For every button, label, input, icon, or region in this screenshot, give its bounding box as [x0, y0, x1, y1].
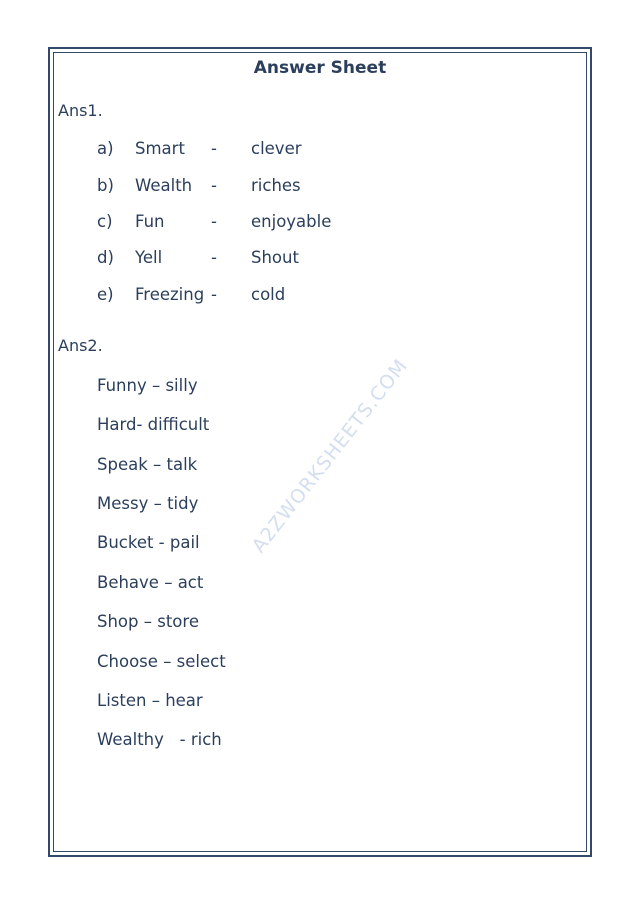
- item-letter: a): [97, 139, 114, 158]
- ans2-item: Bucket - pail: [97, 533, 200, 552]
- item-synonym: cold: [251, 285, 286, 304]
- item-word: Freezing: [135, 285, 205, 304]
- ans2-item: Behave – act: [97, 573, 204, 592]
- item-synonym: riches: [251, 176, 301, 195]
- item-word: Yell: [135, 248, 163, 267]
- page-title: Answer Sheet: [253, 58, 387, 78]
- ans2-item: Listen – hear: [97, 691, 203, 710]
- item-letter: c): [97, 212, 113, 231]
- item-synonym: clever: [251, 139, 302, 158]
- item-synonym: Shout: [251, 248, 299, 267]
- item-word: Smart: [135, 139, 185, 158]
- ans2-item: Hard- difficult: [97, 415, 210, 434]
- ans2-item: Wealthy - rich: [97, 730, 222, 749]
- ans2-heading: Ans2.: [58, 336, 103, 355]
- item-synonym: enjoyable: [251, 212, 332, 231]
- watermark: A2ZWORKSHEETS.COM: [247, 354, 413, 558]
- item-dash: -: [211, 212, 217, 231]
- item-letter: b): [97, 176, 114, 195]
- ans2-item: Shop – store: [97, 612, 199, 631]
- item-word: Wealth: [135, 176, 193, 195]
- ans1-heading: Ans1.: [58, 101, 103, 120]
- item-dash: -: [211, 285, 217, 304]
- item-letter: e): [97, 285, 114, 304]
- item-word: Fun: [135, 212, 165, 231]
- item-letter: d): [97, 248, 114, 267]
- ans2-item: Speak – talk: [97, 455, 198, 474]
- ans2-item: Choose – select: [97, 652, 226, 671]
- item-dash: -: [211, 248, 217, 267]
- item-dash: -: [211, 176, 217, 195]
- ans2-item: Messy – tidy: [97, 494, 199, 513]
- item-dash: -: [211, 139, 217, 158]
- ans2-item: Funny – silly: [97, 376, 198, 395]
